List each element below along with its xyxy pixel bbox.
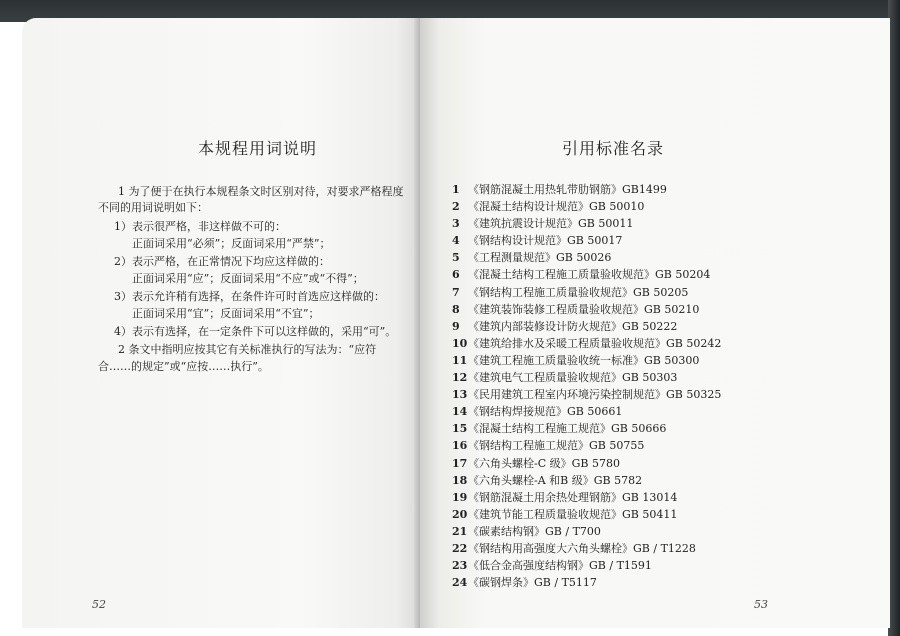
reference-title: 《混凝土结构设计规范》GB 50010 <box>468 200 645 214</box>
reference-title: 《钢结构用高强度大六角头螺栓》GB / T1228 <box>468 541 696 555</box>
reference-item <box>452 266 721 283</box>
reference-number: 7 <box>452 285 460 299</box>
reference-title: 《六角头螺栓-C 级》GB 5780 <box>468 456 620 470</box>
reference-title: 《民用建筑工程室内环境污染控制规范》GB 50325 <box>468 388 722 402</box>
reference-number: 3 <box>452 217 460 231</box>
reference-number: 10 <box>452 336 468 350</box>
reference-title: 《建筑抗震设计规范》GB 50011 <box>468 217 634 231</box>
right-page-number: 53 <box>754 598 768 611</box>
reference-number: 23 <box>452 559 468 573</box>
reference-title: 《钢结构设计规范》GB 50017 <box>468 234 623 248</box>
reference-number: 16 <box>452 439 468 453</box>
reference-item <box>452 523 721 540</box>
reference-item <box>452 386 721 403</box>
reference-title: 《混凝土结构工程施工规范》GB 50666 <box>468 422 667 436</box>
reference-number: 20 <box>452 507 468 521</box>
reference-item <box>452 540 721 557</box>
usage-item-1: 1）表示很严格，非这样做不可的： <box>114 220 286 233</box>
reference-number: 11 <box>452 353 468 367</box>
reference-title: 《建筑电气工程质量验收规范》GB 50303 <box>468 371 678 385</box>
reference-item <box>452 506 721 523</box>
reference-number: 12 <box>452 371 468 385</box>
reference-number: 15 <box>452 422 468 436</box>
usage-clause-2-line-2: 合……的规定”或“应按……执行”。 <box>98 360 269 373</box>
reference-number: 14 <box>452 405 468 419</box>
reference-number: 9 <box>452 319 460 333</box>
reference-item <box>452 335 721 352</box>
reference-number: 22 <box>452 541 468 555</box>
reference-number: 2 <box>452 200 460 214</box>
usage-item-3: 3）表示允许稍有选择，在条件许可时首选应这样做的： <box>114 290 385 303</box>
left-page-number: 52 <box>92 598 106 611</box>
reference-number: 6 <box>452 268 460 282</box>
reference-title: 《钢结构焊接规范》GB 50661 <box>468 405 623 419</box>
reference-title: 《建筑节能工程质量验收规范》GB 50411 <box>468 507 678 521</box>
reference-item <box>452 472 721 489</box>
reference-title: 《钢结构工程施工质量验收规范》GB 50205 <box>468 285 689 299</box>
usage-item-4: 4）表示有选择，在一定条件下可以这样做的，采用“可”。 <box>114 325 397 338</box>
usage-clause-2-line-1: 2 条文中指明应按其它有关标准执行的写法为：“应符 <box>118 343 377 356</box>
usage-clause-1-line-1: 1 为了便于在执行本规程条文时区别对待，对要求严格程度 <box>118 185 404 198</box>
reference-item <box>452 437 721 454</box>
reference-title: 《建筑装饰装修工程质量验收规范》GB 50210 <box>468 302 700 316</box>
reference-item <box>452 489 721 506</box>
reference-title: 《混凝土结构工程施工质量验收规范》GB 50204 <box>468 268 711 282</box>
reference-item <box>452 284 721 301</box>
reference-number: 5 <box>452 251 460 265</box>
reference-number: 17 <box>452 456 468 470</box>
reference-number: 24 <box>452 576 468 590</box>
reference-title: 《钢结构工程施工规范》GB 50755 <box>468 439 645 453</box>
reference-title: 《工程测量规范》GB 50026 <box>468 251 612 265</box>
reference-number: 21 <box>452 524 468 538</box>
reference-item <box>452 181 721 198</box>
reference-item <box>452 420 721 437</box>
reference-number: 4 <box>452 234 460 248</box>
left-page-title: 本规程用词说明 <box>198 139 318 158</box>
usage-item-3-detail: 正面词采用“宜”；反面词采用“不宜”； <box>132 307 320 320</box>
reference-title: 《碳素结构钢》GB / T700 <box>468 524 601 538</box>
reference-number: 13 <box>452 388 468 402</box>
reference-title: 《建筑工程施工质量验收统一标准》GB 50300 <box>468 353 700 367</box>
reference-list <box>452 181 721 591</box>
reference-title: 《六角头螺栓-A 和B 级》GB 5782 <box>468 473 643 487</box>
reference-number: 18 <box>452 473 468 487</box>
reference-item <box>452 249 721 266</box>
usage-item-1-detail: 正面词采用“必须”；反面词采用“严禁”； <box>132 237 331 250</box>
reference-item <box>452 455 721 472</box>
reference-item <box>452 403 721 420</box>
reference-item <box>452 301 721 318</box>
reference-item <box>452 318 721 335</box>
reference-item <box>452 557 721 574</box>
reference-item <box>452 198 721 215</box>
reference-title: 《钢筋混凝土用余热处理钢筋》GB 13014 <box>468 490 678 504</box>
usage-clause-1-line-2: 不同的用词说明如下： <box>98 201 208 214</box>
reference-title: 《低合金高强度结构钢》GB / T1591 <box>468 559 652 573</box>
reference-title: 《钢筋混凝土用热轧带肋钢筋》GB1499 <box>468 183 667 196</box>
reference-item <box>452 574 721 591</box>
reference-title: 《建筑给排水及采暖工程质量验收规范》GB 50242 <box>468 336 722 350</box>
reference-item <box>452 369 721 386</box>
reference-number: 8 <box>452 302 460 316</box>
usage-item-2: 2）表示严格，在正常情况下均应这样做的： <box>114 255 330 268</box>
reference-item <box>452 352 721 369</box>
usage-item-2-detail: 正面词采用“应”；反面词采用“不应”或“不得”； <box>132 272 364 285</box>
reference-number: 1 <box>452 183 460 196</box>
left-page <box>22 18 420 628</box>
right-page <box>420 18 890 628</box>
reference-number: 19 <box>452 490 468 504</box>
reference-item <box>452 215 721 232</box>
reference-item <box>452 232 721 249</box>
reference-title: 《碳钢焊条》GB / T5117 <box>468 576 597 590</box>
reference-title: 《建筑内部装修设计防火规范》GB 50222 <box>468 319 678 333</box>
right-page-title: 引用标准名录 <box>562 139 665 158</box>
